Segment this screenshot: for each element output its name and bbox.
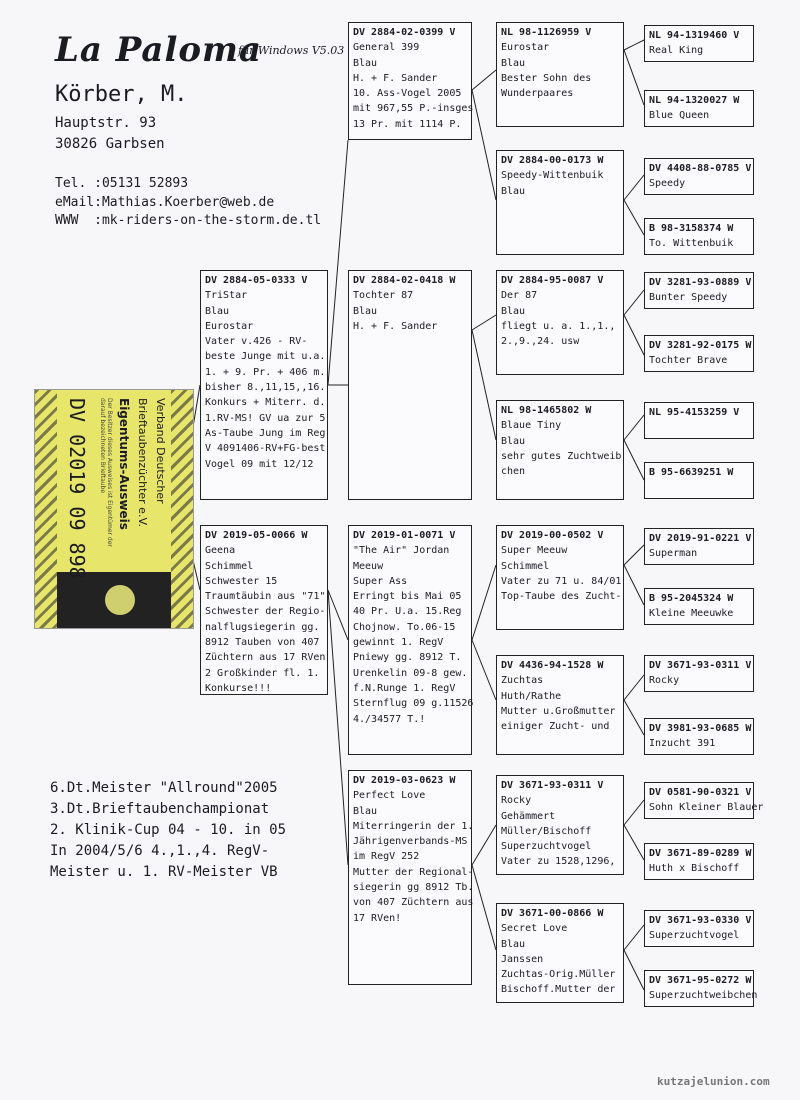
pedigree-line: Meeuw	[353, 560, 384, 572]
ring-number: DV 2019-91-0221 V	[649, 533, 752, 544]
ring-number: DV 3671-00-0866 W	[501, 908, 604, 919]
pedigree-line: von 407 Züchtern aus	[353, 897, 474, 909]
card-fineprint: Der Besitzer dieses Ausweises ist Eigentümer der darauf bezeichneten Brieftaube	[99, 398, 113, 547]
pedigree-line: TriStar	[205, 290, 248, 302]
card-association: Verband Deutscher	[154, 398, 167, 504]
pedigree-ggp-6[interactable]	[496, 655, 624, 755]
pedigree-line: Huth/Rathe	[501, 690, 562, 702]
pedigree-line: Super Ass	[353, 575, 408, 587]
pedigree-gen4-8[interactable]	[644, 462, 754, 499]
pedigree-line: Urenkelin 09-8 gew.	[353, 667, 468, 679]
pedigree-line: Vater zu 71 u. 84/01	[501, 575, 622, 587]
pedigree-line: Mutter u.Großmutter	[501, 705, 616, 717]
ring-number: B 95-6639251 W	[649, 467, 734, 478]
ring-number: DV 2884-05-0333 V	[205, 275, 308, 286]
pedigree-line: Blau	[501, 57, 526, 69]
ring-number: DV 3281-92-0175 W	[649, 340, 752, 351]
pedigree-line: Blau	[501, 435, 526, 447]
owner-phone: Tel. :05131 52893	[55, 176, 189, 191]
ring-number: DV 2884-02-0399 V	[353, 27, 456, 38]
pedigree-line: gewinnt 1. RegV	[353, 637, 444, 649]
ring-number: DV 0581-90-0321 V	[649, 787, 752, 798]
pedigree-ggp-1[interactable]	[496, 22, 624, 127]
pedigree-line: Chojnow. To.06-15	[353, 621, 456, 633]
pedigree-line: Blau	[501, 185, 526, 197]
pedigree-line: Geena	[205, 545, 236, 557]
pedigree-line: bisher 8.,11,15,,16.	[205, 382, 326, 394]
pedigree-ggp-5[interactable]	[496, 525, 624, 630]
pedigree-gen4-5[interactable]	[644, 272, 754, 309]
ring-number: DV 3671-89-0289 W	[649, 848, 752, 859]
ring-number: NL 95-4153259 V	[649, 407, 740, 418]
pigeon-name: Real King	[649, 45, 704, 56]
ring-number: DV 2019-05-0066 W	[205, 530, 308, 541]
pedigree-line: Super Meeuw	[501, 545, 568, 557]
pedigree-line: 1. + 9. Pr. + 406 m.	[205, 366, 326, 378]
pedigree-line: Pniewy gg. 8912 T.	[353, 652, 462, 664]
card-ring-number: DV 02019 09 898	[65, 398, 89, 579]
pedigree-line: Bischoff.Mutter der	[501, 984, 616, 996]
pedigree-gen4-15[interactable]	[644, 910, 754, 947]
owner-website: WWW :mk-riders-on-the-storm.de.tl	[55, 213, 322, 228]
pedigree-dam[interactable]	[200, 525, 328, 695]
pigeon-name: Tochter Brave	[649, 355, 728, 366]
owner-name: Körber, M.	[55, 82, 188, 107]
card-pattern-top	[171, 390, 193, 628]
pedigree-line: Miterringerin der 1.	[353, 820, 474, 832]
pigeon-name: Superman	[649, 548, 698, 559]
pigeon-name: Speedy	[649, 178, 686, 189]
pedigree-line: Gehämmert	[501, 810, 556, 822]
pigeon-name: Superzuchtweibchen	[649, 990, 758, 1001]
ring-number: DV 2019-01-0071 V	[353, 530, 456, 541]
pigeon-name: Kleine Meeuwke	[649, 608, 734, 619]
ring-number: B 95-2045324 W	[649, 593, 734, 604]
pigeon-name: To. Wittenbuik	[649, 238, 734, 249]
pedigree-line: Konkurse!!!	[205, 682, 272, 694]
pedigree-line: Secret Love	[501, 923, 568, 935]
pedigree-line: Eurostar	[501, 42, 550, 54]
achievements-list	[50, 778, 286, 883]
ring-number: DV 4436-94-1528 W	[501, 660, 604, 671]
pedigree-gen4-10[interactable]	[644, 588, 754, 625]
owner-city: 30826 Garbsen	[55, 136, 165, 152]
owner-email: eMail:Mathias.Koerber@web.de	[55, 195, 275, 210]
pedigree-gen4-11[interactable]	[644, 655, 754, 692]
pedigree-line: V 4091406-RV+FG-best	[205, 443, 326, 455]
pedigree-line: siegerin gg 8912 Tb.	[353, 882, 474, 894]
pedigree-line: Sternflug 09 g.11526	[353, 698, 474, 710]
pedigree-line: Superzuchtvogel	[501, 841, 592, 853]
pedigree-gen4-9[interactable]	[644, 528, 754, 565]
watermark: kutzajelunion.com	[657, 1075, 770, 1088]
pedigree-sire[interactable]	[200, 270, 328, 500]
pedigree-gen4-12[interactable]	[644, 718, 754, 755]
pedigree-ggp-3[interactable]	[496, 270, 624, 375]
pigeon-name: Superzuchtvogel	[649, 930, 740, 941]
ring-number: NL 98-1465802 W	[501, 405, 592, 416]
pedigree-line: beste Junge mit u.a.	[205, 351, 326, 363]
pedigree-line: f.N.Runge 1. RegV	[353, 682, 456, 694]
ring-number: NL 98-1126959 V	[501, 27, 592, 38]
pedigree-line: Blau	[501, 305, 526, 317]
pedigree-line: Mutter der Regional-	[353, 866, 474, 878]
pedigree-line: mit 967,55 P.-insges	[353, 103, 474, 115]
pigeon-name: Blue Queen	[649, 110, 710, 121]
pedigree-ggp-4[interactable]	[496, 400, 624, 500]
pedigree-ggp-8[interactable]	[496, 903, 624, 1003]
pigeon-name: Huth x Bischoff	[649, 863, 740, 874]
achievement-line: In 2004/5/6 4.,1.,4. RegV-	[50, 843, 270, 859]
pedigree-line: Vater zu 1528,1296,	[501, 856, 616, 868]
pedigree-line: Rocky	[501, 795, 532, 807]
pedigree-line: Tochter 87	[353, 290, 414, 302]
pedigree-line: 2 Großkinder fl. 1.	[205, 667, 320, 679]
pedigree-gen4-14[interactable]	[644, 843, 754, 880]
achievement-line: Meister u. 1. RV-Meister VB	[50, 864, 278, 880]
pedigree-line: Blau	[501, 938, 526, 950]
pedigree-line: "The Air" Jordan	[353, 545, 450, 557]
pedigree-line: 8912 Tauben von 407	[205, 637, 320, 649]
pedigree-line: 2.,9.,24. usw	[501, 336, 580, 348]
pedigree-line: Schimmel	[205, 560, 254, 572]
pedigree-gen4-1[interactable]	[644, 25, 754, 62]
pedigree-ggp-7[interactable]	[496, 775, 624, 875]
pigeon-emblem-icon	[105, 585, 135, 615]
pedigree-line: nalflugsiegerin gg.	[205, 621, 320, 633]
pedigree-line: 1.RV-MS! GV ua zur 5	[205, 412, 326, 424]
pedigree-line: 10. Ass-Vogel 2005	[353, 88, 462, 100]
pedigree-line: Züchtern aus 17 RVen	[205, 652, 326, 664]
pigeon-name: Inzucht 391	[649, 738, 716, 749]
pedigree-line: Der 87	[501, 290, 538, 302]
ring-number: DV 3981-93-0685 W	[649, 723, 752, 734]
pedigree-grandsire-paternal[interactable]	[348, 22, 472, 140]
pedigree-line: H. + F. Sander	[353, 72, 438, 84]
pedigree-gen4-16[interactable]	[644, 970, 758, 1007]
achievement-line: 6.Dt.Meister "Allround"2005	[50, 780, 278, 796]
pedigree-line: im RegV 252	[353, 851, 420, 863]
pedigree-line: Erringt bis Mai 05	[353, 591, 462, 603]
pedigree-line: Blau	[353, 57, 378, 69]
pedigree-line: einiger Zucht- und	[501, 721, 610, 733]
pedigree-line: 40 Pr. U.a. 15.Reg	[353, 606, 462, 618]
pedigree-granddam-paternal[interactable]	[348, 270, 472, 500]
achievement-line: 2. Klinik-Cup 04 - 10. in 05	[50, 822, 287, 838]
pedigree-line: Bester Sohn des	[501, 72, 592, 84]
pedigree-gen4-3[interactable]	[644, 158, 754, 195]
pedigree-line: 4./34577 T.!	[353, 713, 426, 725]
pedigree-line: sehr gutes Zuchtweib	[501, 450, 622, 462]
pedigree-line: chen	[501, 466, 526, 478]
pedigree-line: Schwester 15	[205, 575, 278, 587]
app-version: für Windows V5.03	[238, 44, 345, 57]
pedigree-line: Vogel 09 mit 12/12	[205, 458, 314, 470]
pigeon-name: Rocky	[649, 675, 680, 686]
pedigree-line: General 399	[353, 42, 420, 54]
pedigree-gen4-2[interactable]	[644, 90, 754, 127]
pedigree-line: Schwester der Regio-	[205, 606, 326, 618]
pedigree-line: Jährigenverbands-MS	[353, 836, 468, 848]
pedigree-gen4-13[interactable]	[644, 782, 764, 819]
pedigree-ggp-2[interactable]	[496, 150, 624, 255]
ownership-card	[34, 389, 194, 629]
pedigree-line: Traumtäubin aus "71"	[205, 591, 326, 603]
pedigree-line: Janssen	[501, 953, 544, 965]
card-pattern-bottom	[35, 390, 57, 628]
app-logo: La Paloma	[55, 30, 263, 70]
ring-number: DV 2019-00-0502 V	[501, 530, 604, 541]
pedigree-line: Blau	[205, 305, 230, 317]
card-association-2: Brieftaubenzüchter e.V.	[136, 398, 149, 528]
pedigree-gen4-7[interactable]	[644, 402, 754, 439]
pedigree-line: Blau	[353, 805, 378, 817]
pedigree-line: fliegt u. a. 1.,1.,	[501, 320, 616, 332]
ring-number: DV 3671-93-0330 V	[649, 915, 752, 926]
achievement-line: 3.Dt.Brieftaubenchampionat	[50, 801, 270, 817]
pedigree-line: Blau	[353, 305, 378, 317]
pedigree-gen4-6[interactable]	[644, 335, 754, 372]
owner-street: Hauptstr. 93	[55, 115, 157, 131]
ring-number: DV 3671-93-0311 V	[649, 660, 752, 671]
pedigree-line: Zuchtas	[501, 675, 544, 687]
pedigree-line: Zuchtas-Orig.Müller	[501, 969, 616, 981]
pedigree-gen4-4[interactable]	[644, 218, 754, 255]
pedigree-line: Müller/Bischoff	[501, 825, 592, 837]
pigeon-name: Sohn Kleiner Blauer	[649, 802, 764, 813]
ring-number: NL 94-1320027 W	[649, 95, 740, 106]
ring-number: DV 3671-93-0311 V	[501, 780, 604, 791]
pedigree-line: Speedy-Wittenbuik	[501, 170, 604, 182]
ring-number: DV 2019-03-0623 W	[353, 775, 456, 786]
pedigree-line: As-Taube Jung im Reg	[205, 427, 326, 439]
pedigree-line: Blaue Tiny	[501, 420, 562, 432]
pedigree-line: Eurostar	[205, 320, 254, 332]
ring-number: B 98-3158374 W	[649, 223, 734, 234]
pedigree-line: 17 RVen!	[353, 912, 402, 924]
pedigree-line: Wunderpaares	[501, 88, 574, 100]
pedigree-line: Konkurs + Miterr. d.	[205, 397, 326, 409]
pedigree-granddam-maternal[interactable]	[348, 770, 472, 985]
ring-number: DV 3281-93-0889 V	[649, 277, 752, 288]
ring-number: NL 94-1319460 V	[649, 30, 740, 41]
ring-number: DV 2884-02-0418 W	[353, 275, 456, 286]
pedigree-line: Schimmel	[501, 560, 550, 572]
pedigree-line: Vater v.426 - RV-	[205, 336, 308, 348]
pedigree-line: 13 Pr. mit 1114 P.	[353, 118, 462, 130]
pedigree-grandsire-maternal[interactable]	[348, 525, 472, 755]
card-title: Eigentums-Ausweis	[117, 398, 131, 530]
pigeon-name: Bunter Speedy	[649, 292, 728, 303]
ring-number: DV 4408-88-0785 V	[649, 163, 752, 174]
ring-number: DV 2884-00-0173 W	[501, 155, 604, 166]
pedigree-line: H. + F. Sander	[353, 320, 438, 332]
ring-number: DV 2884-95-0087 V	[501, 275, 604, 286]
pedigree-line: Top-Taube des Zucht-	[501, 591, 622, 603]
ring-number: DV 3671-95-0272 W	[649, 975, 752, 986]
pedigree-line: Perfect Love	[353, 790, 426, 802]
